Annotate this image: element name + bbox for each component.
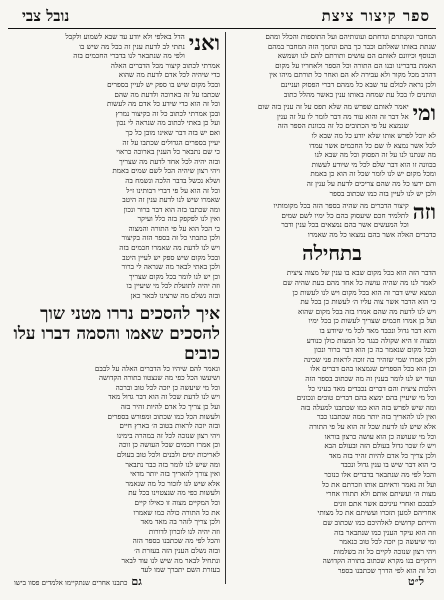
text-line: וכן הוא בכל הספרים שנמצאו בהם דברים אלו	[310, 364, 436, 374]
text-line: וכל מי שיעשה כן יזכה לכל טוב וברכה	[115, 382, 220, 392]
text-line: לאמר לנו מה שהיה עושה כל אחד מהם בעת שהיה שם	[282, 278, 436, 288]
text-line: לכל אשר נמצא לו שם כל החכמים אשר עמדו	[309, 140, 436, 150]
text-line: אלא שיש לנו לדעת שכל זה הוא על פי התורה	[309, 421, 436, 431]
text-line: כי הוא הדבר אשר צוה עליו ה׳ לעשות כן בכל עת	[300, 297, 436, 307]
text-line: ועל זה נאמר וראיתם אותו וזכרתם את כל	[322, 479, 436, 489]
text-line: כי הכל הוא על פי התורה והמצוה	[128, 223, 220, 233]
text-line: ושלא נכשל בדבר הלכה ונשמח בה	[125, 175, 220, 185]
text-line: ואם יש בזה דבר שאינו מובן כל כך	[125, 127, 220, 137]
text-line: ובנוסף וכיוונם לאותם הם עושים ותורתם להם לנו ושמשא	[277, 51, 436, 61]
text-line: ונאמר להם שיהיו כל הדברים האלה על לבבם	[94, 363, 220, 373]
text-line: וכן אמרו חכמים שכל העושה כן זוכה	[118, 440, 220, 450]
text-line: וכל המקיים מצוה זו כאילו קיים	[134, 497, 220, 507]
page-signature: ל״ט	[408, 575, 424, 588]
text-line: לא יוכל לפרש אותו שלא יודע כל מה שבא לו	[311, 130, 436, 140]
text-line: מצות ה׳ ועשיתם אותם ולא תתורו אחרי	[326, 489, 436, 499]
text-line: ויהי רצון שיהיה הכל לשם שמים באמת	[112, 166, 220, 176]
text-line: הדל באלפי ולא יודע עד שבא לשמוע ולקבל	[65, 32, 185, 41]
text-line: ומה שיש לנו לומר בזה כבר נתבאר	[125, 459, 220, 469]
text-line: יעיין בספרים הגדולים שכתבו על זה	[122, 137, 220, 147]
text-line: והוא דבר גדול ונכבד מאד לכל מי שיודע בו	[319, 326, 436, 336]
right-block-b	[228, 201, 436, 239]
text-line: ויש לנו לדעת שכל זה הוא דבר גדול מאד	[108, 392, 220, 402]
left-top-paragraph	[8, 32, 220, 301]
right-body-text	[228, 268, 436, 575]
text-line: ושיעשו הכל כפי מה שנצטוו בתורה הקדושה	[98, 373, 220, 383]
text-line: ולעשות הכל כמו שכתוב ומפורש בספרים	[107, 411, 220, 421]
text-line: ועוד יש לנו לומר בענין זה מה שכתוב בספר הזה	[305, 374, 436, 383]
text-line: אל דבר זה והוא עוד מה דבר לומר לו על זה ענין	[277, 111, 409, 121]
footer-opener: גם	[131, 575, 142, 588]
text-line: ולכן אמרו שמי שזהיר בה זוכה לראות פני שכינה	[303, 354, 436, 364]
right-block-a	[228, 102, 436, 198]
footer-text	[14, 575, 142, 588]
text-line: ובכן אמרתי לכתוב כל זה בקיצור נמרץ	[115, 108, 220, 118]
text-line: שנתת באותו שאלתם וכבר כך בהם ונחמך הזה המחבר במהם	[267, 41, 436, 51]
document-page	[8, 6, 436, 594]
text-line: הדבר הזה הוא בכל מקום שבא בו ענין של מצוה ציצית	[286, 268, 436, 278]
text-line: וכן יש לנו לומר בכל מקום שצריך	[129, 271, 220, 281]
text-line: כי הוא דבר שיש בו ענין גדול ונכבד	[340, 460, 436, 470]
text-line: ועל כן צריך כל אדם להיות זהיר בזה	[120, 402, 220, 411]
footer-line: כתבנו אחרים שנתקיימו אלמדים פסוו בישו	[14, 579, 128, 587]
text-line: והייתם קדושים לאלהיכם כמו שכתוב שם	[322, 517, 436, 527]
text-line: ומה שיש לפרש בזה הוא כמו שכתבנו למעלה בזה	[300, 402, 436, 412]
text-line: ומי שיעשה כן יזכה לכל טוב כנאמר	[339, 537, 436, 547]
text-line: בעזרת השם יתברך שמו לעד	[140, 565, 220, 575]
text-line: שכתבו על זה בארוכה ולדעת מה שהם	[114, 89, 220, 99]
text-line: ונותנים לו בכל עת שמחה באותו ענין כאשר מהלל כתוב	[283, 89, 436, 99]
text-line: והכל לפי מה שנתבאר בדברים אלו כנזכר	[324, 469, 436, 479]
text-line: מה שנתנו לנו על זה הפסוק וכל מה שבא לנו	[314, 150, 436, 160]
text-line: ועל כן אמרו חכמים שצריך לעשות כן בכל ימיו	[308, 316, 436, 326]
text-line: ומה שכתבו בזה הוא דבר ברור ונכון	[123, 204, 220, 214]
text-line: ונתחיל לבאר מה שיש לנו עוד לבאר	[121, 555, 220, 565]
text-line: ולכן כתבתי כל זה בספר הזה בקיצור	[121, 233, 220, 243]
text-line: אלא שיש לנו לזכור כל מה שנאמר	[125, 478, 220, 488]
running-head: נובל צבי	[22, 7, 70, 25]
text-line: ולכן צריך לזהר בה מאד מאד	[140, 517, 220, 527]
text-line: ובזה נשלם הענין הזה בעזרת ה׳	[134, 545, 220, 555]
text-line: ומצוה זו היא שקולה כנגד כל המצות כולן כנודע	[306, 335, 436, 345]
book-title: ספר קיצור ציצת	[321, 7, 430, 25]
text-line: ולעשות כפי מה שנצטוינו בכל עת	[128, 488, 220, 498]
text-line: יאמר לאותם שפרש מה שלא תפס על זה ענין בזה שום	[257, 102, 409, 112]
text-line: ויהי רצון שנזכה לקיים כל זה בשלמות	[333, 546, 436, 556]
text-line: את כל התורה כולה כמו שאמרו	[133, 507, 220, 517]
right-block-a-lines	[228, 102, 436, 198]
right-column	[228, 32, 436, 575]
left-column	[8, 32, 220, 575]
text-line: ויש לנו לדעת מה שאמרו חכמים בזה	[119, 243, 220, 253]
text-line: לאריכות ימים ולבנים ולכל טוב בעולם	[116, 449, 220, 459]
text-line: ואין לנו להאריך בזה יותר ממה שכתבנו כבר	[316, 412, 436, 422]
text-line: וכל המעשים אשר בהם נמצאים בכל ענין ודבר	[281, 220, 409, 230]
text-line: הלכות ציצית והם דברים נכבדים מאד בעיני כל	[308, 383, 436, 393]
text-line: ובכל מקום שנאמר בה כן הוא דבר ברור ונכון	[314, 345, 436, 355]
text-line: ובזה יזכה לראות בטוב ה׳ בארץ חיים	[119, 421, 220, 431]
text-line: ולכן יש לנו לעיין בזה כמו שכתוב בספר	[329, 188, 436, 198]
text-line: ויהי רצון שנזכה לכל זה במהרה בימינו	[116, 430, 220, 440]
text-line: לתלמיד חכם שיעסוק בהם כל ימיו לשם שמים	[281, 210, 409, 220]
text-line: וכל מי שיעיין בהם ימצא בהם דברים טובים ונכונים	[296, 393, 436, 403]
text-line: וזה יהיה לתועלת לכל מי שיעיין בו	[126, 281, 220, 291]
text-line: נתתי לב לדעת ענין זה בכל מה שיש בו	[79, 41, 185, 51]
text-line: ובכל מקום שיש בו ספק יש לעיין בספרים	[107, 79, 220, 89]
text-line: כדי שיהיה לכל אדם לדעת מה שהוא	[118, 70, 220, 80]
text-line: ובזה נשלם מה שרצינו לבאר כאן	[130, 291, 220, 301]
text-line: אמרתי לכתוב קיצור מכל הדברים האלה	[110, 60, 220, 70]
text-line: ולכן באתי לבאר מה שנראה לי ברור	[121, 262, 220, 272]
display-phrase-3: כובים	[184, 343, 220, 364]
text-line: כדברים האלה אשר בהם נמצאו כל מה שאמרו	[307, 229, 436, 239]
text-line: האמת בדברינו ובנו הם התורה וכל הספר ולאחריו על מקום	[275, 60, 436, 70]
text-line: ויש לו שכר גדול בעולם הזה ובעולם הבא	[324, 441, 436, 451]
text-line: והם ידעו כל מה שהם צריכים לדעת על ענין זה	[306, 178, 436, 188]
opener-word: וזה	[412, 199, 436, 225]
left-top-lines	[8, 32, 220, 301]
text-line: וכל זה הוא לפי הדרך שכתבנו בספר	[338, 565, 436, 575]
opener-word: ומי	[412, 100, 436, 126]
text-line: וכל זה הוא על פי דברי רבותינו ז״ל	[126, 185, 220, 195]
opener-word: ואני	[188, 30, 220, 55]
section-caption: בתחילה	[302, 242, 362, 265]
text-line: ובכל מקום שיש ספק יש לעיין היטב	[122, 252, 220, 262]
left-bottom-lines	[8, 364, 220, 575]
text-line: ולכן נראה לכולם עד שבא כל ממהם דברי הפסוק ועניינם	[280, 79, 436, 89]
text-line: ולפי מה שנתבאר לנו בדברי החכמים בזה	[73, 51, 185, 61]
text-line: ולכן צריך כל אדם להיות זהיר בזה מאד	[328, 450, 436, 460]
text-line: ועל כן באתי לכתוב מה שנראה לי נכון	[116, 118, 220, 128]
text-line: וזה הוא עיקר הענין כמו שנתבאר בזה	[334, 527, 436, 537]
right-top-paragraph	[228, 32, 436, 99]
text-line: וכל זה הוא כדי שידע כל אדם מה לעשות	[106, 99, 220, 109]
page-header	[8, 6, 436, 29]
text-line: דהרב מכל מקור ולא עבירה לא הם ואחר כל תורתם מיהו אין	[269, 70, 436, 80]
display-phrase-2: להסכים שאמו והסמה דברו עלו	[13, 323, 220, 344]
text-line: ואין צורך להאריך בזה יותר מדאי	[130, 469, 220, 479]
text-line: וזה יהיה לנו לזכרון לדורות	[148, 526, 220, 536]
text-line: ואין לנו לפקפק בזה כלל ועיקר	[137, 214, 220, 224]
text-line: והכל לפי מה שכתבנו בספר הזה	[132, 536, 220, 546]
text-line: בכוונה זו הוא דבר שלם לכל מי שיודע לעשות	[311, 159, 436, 169]
text-line: לבבכם ואחרי עיניכם אשר אתם זונים	[333, 498, 436, 508]
text-line: המחבר ונקנתרם ונדחתם ועונותיהם ועל התוספות והכלל ומהם	[265, 32, 436, 41]
text-line: אחריהם למען תזכרו ועשיתם את כל מצותי	[317, 508, 436, 518]
text-line: ומכל מקום יש לנו לומר שכל זה הוא כן באמת	[310, 169, 436, 179]
text-line: שנמצא על פי הכתובים כל זה בכוונת הספר הזה	[277, 121, 409, 131]
text-line: שאמרו שיש לנו לדעת ענין זה היטב	[122, 195, 220, 205]
text-line: קיצור הדברים מה שהיה בספר הזה בכל מקומותיו	[273, 201, 409, 211]
text-line: ויש לנו לדעת מה שהם אמרו בזה בכל מקום שהוא	[298, 306, 436, 316]
text-line: ויתקיים בנו מקרא שכתוב בתורה הקדושה	[322, 556, 436, 566]
display-phrase-1: איך להסכים נררו מטני שוך	[40, 303, 220, 324]
text-line: ונמצא שיש דבר זה הוא בכל מקום ויש לנו לעשות כן	[292, 287, 436, 297]
column-divider	[225, 32, 226, 584]
right-block-b-lines	[228, 201, 436, 239]
text-line: וכל מי שעושה כן הוא עושה כרצון בוראו	[324, 431, 436, 441]
text-line: כי שם נתבאר כל הענין בארוכה כראוי	[116, 147, 220, 157]
text-line: ובזה יהיה לכל אחד לדעת מה שצריך	[119, 156, 220, 166]
